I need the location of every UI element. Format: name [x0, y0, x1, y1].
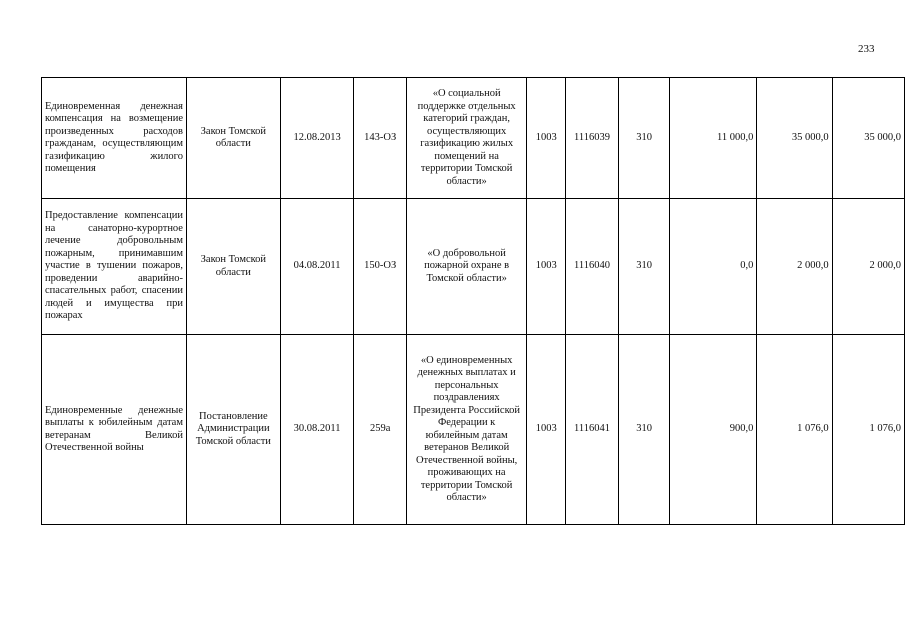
row-sum-2: 2 000,0 — [757, 199, 832, 335]
row-doc-type: Закон Томской области — [186, 78, 280, 199]
row-sum-3: 1 076,0 — [832, 335, 904, 525]
table-row — [42, 199, 905, 335]
row-doc-type: Закон Томской области — [186, 199, 280, 335]
row-date: 04.08.2011 — [280, 199, 354, 335]
row-section: 1003 — [527, 335, 566, 525]
table-row — [42, 335, 905, 525]
row-sum-3: 2 000,0 — [832, 199, 904, 335]
row-section: 1003 — [527, 199, 566, 335]
row-title: «О единовременных денежных выплатах и персональных поздравлениях Президента Российской Федерации к юбилейным датам ветеранов Великой Отечественной войны, проживающих на территории Томской области» — [406, 335, 526, 525]
row-section: 1003 — [527, 78, 566, 199]
row-title: «О добровольной пожарной охране в Томской области» — [406, 199, 526, 335]
row-sum-1: 0,0 — [670, 199, 757, 335]
row-number: 143-ОЗ — [354, 78, 407, 199]
row-number: 150-ОЗ — [354, 199, 407, 335]
row-target: 1116039 — [566, 78, 619, 199]
row-sum-1: 900,0 — [670, 335, 757, 525]
row-expense: 310 — [618, 199, 669, 335]
row-name: Предоставление компенсации на санаторно-курортное лечение добровольным пожарным, принимавшим участие в тушении пожаров, проведении аварийно-спасательных работ, спасении людей и имущества при пожарах — [42, 199, 187, 335]
row-sum-1: 11 000,0 — [670, 78, 757, 199]
page-number: 233 — [858, 43, 875, 55]
row-target: 1116040 — [566, 199, 619, 335]
row-target: 1116041 — [566, 335, 619, 525]
row-number: 259а — [354, 335, 407, 525]
budget-table — [41, 77, 905, 525]
row-title: «О социальной поддержке отдельных категорий граждан, осуществляющих газификацию жилых помещений на территории Томской области» — [406, 78, 526, 199]
row-sum-3: 35 000,0 — [832, 78, 904, 199]
row-doc-type: Постановление Администрации Томской области — [186, 335, 280, 525]
row-expense: 310 — [618, 78, 669, 199]
row-expense: 310 — [618, 335, 669, 525]
row-name: Единовременная денежная компенсация на возмещение произведенных расходов гражданам, осуществляющим газификацию жилого помещения — [42, 78, 187, 199]
row-date: 30.08.2011 — [280, 335, 354, 525]
row-sum-2: 1 076,0 — [757, 335, 832, 525]
row-sum-2: 35 000,0 — [757, 78, 832, 199]
row-date: 12.08.2013 — [280, 78, 354, 199]
table-row — [42, 78, 905, 199]
row-name: Единовременные денежные выплаты к юбилейным датам ветеранам Великой Отечественной войны — [42, 335, 187, 525]
